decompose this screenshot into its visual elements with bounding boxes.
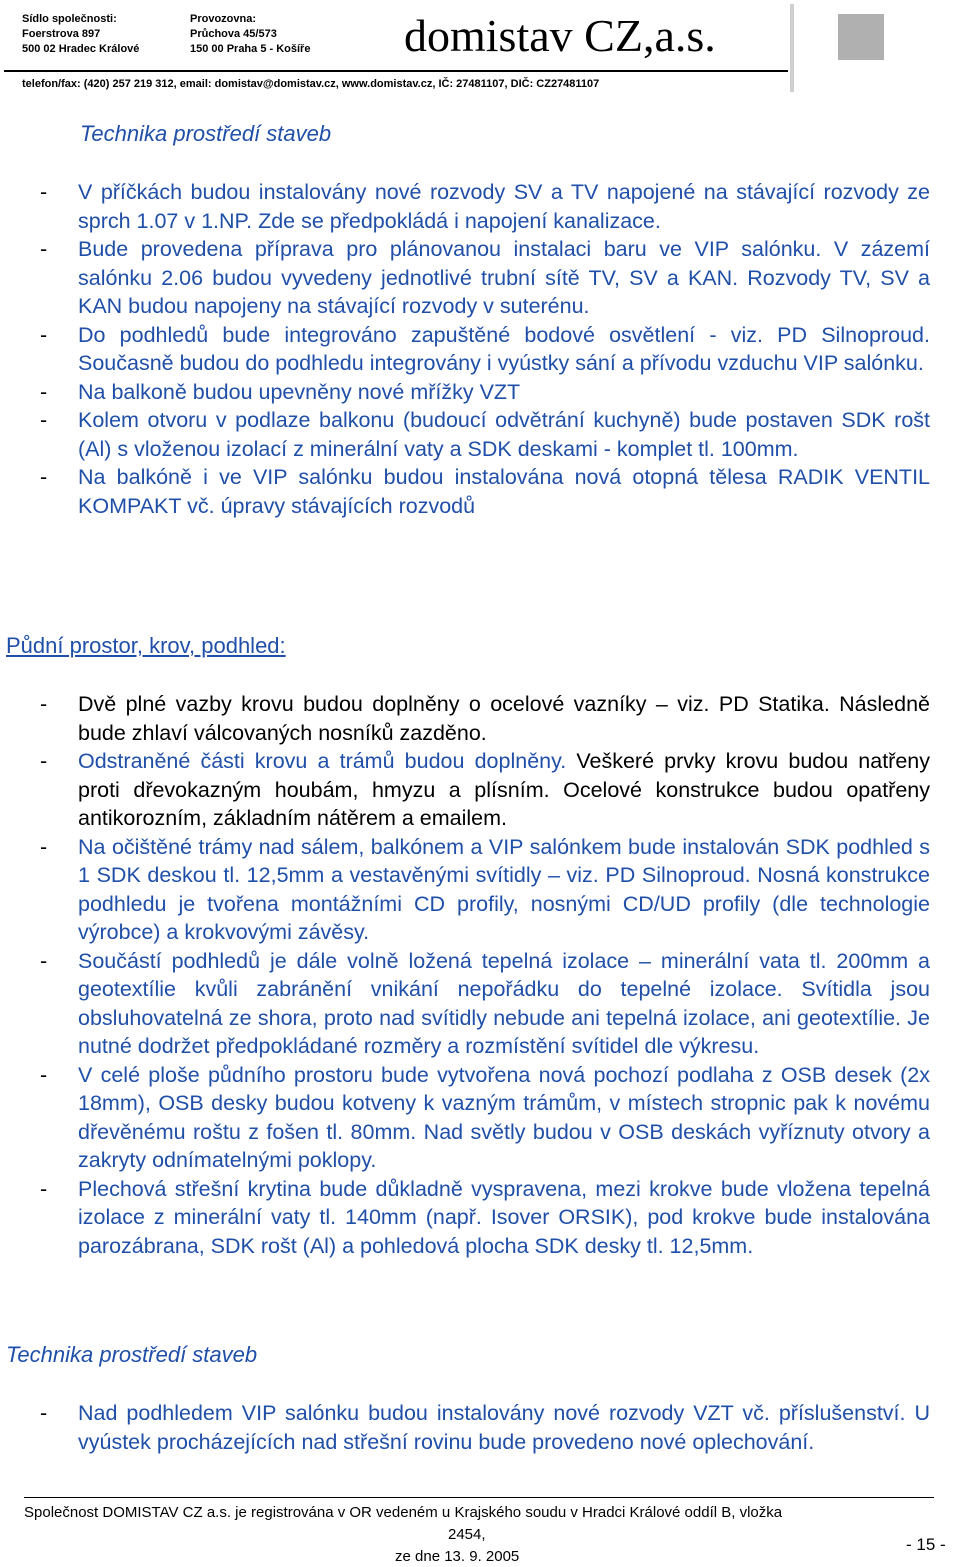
list-item [40,690,930,747]
section-title-tzb: Technika prostředí staveb [80,121,332,146]
list-item-text: Na balkóně i ve VIP salónku budou instalována nová otopná tělesa RADIK VENTIL KOMPAKT vč. úpravy stávajících rozvodů [78,465,930,518]
branch-street: Průchova 45/573 [190,28,277,40]
list-item [40,833,930,947]
branch-label: Provozovna: [190,13,257,25]
section-title-attic: Půdní prostor, krov, podhled: [6,633,286,658]
list-item [40,747,930,833]
footer-registration-number: 2454, [448,1526,486,1543]
contact-line: telefon/fax: (420) 257 219 312, email: domistav@domistav.cz, www.domistav.cz, IČ: 27481107, DIČ: CZ27481107 [22,78,600,90]
list-item [40,1175,930,1261]
list-item-text: Veškeré prvky krovu budou natřeny proti dřevokazným houbám, hmyzu a plísním. Ocelové konstrukce budou opatřeny antikorozním, základním nátěrem a emailem. [78,749,930,830]
list-item-text: Do podhledů bude integrováno zapuštěné bodové osvětlení - viz. PD Silnoproud. Současně budou do podhledu integrovány i vyústky sání a přívodu vzduchu VIP salónku. [78,322,930,375]
list-item-text: Nad podhledem VIP salónku budou instalovány nové rozvody VZT vč. příslušenství. U vyústek procházejících nad střešní rovinu bude provedeno nové oplechování. [78,1401,930,1454]
header-rule [4,70,788,72]
footer-date: ze dne 13. 9. 2005 [395,1548,520,1565]
attic-list [40,690,930,1260]
logo-vertical-bar [790,4,794,92]
list-item [40,947,930,1061]
branch-city: 150 00 Praha 5 - Košíře [190,43,311,55]
seat-label: Sídlo společnosti: [22,13,117,25]
list-item-text: Bude provedena příprava pro plánovanou instalaci baru ve VIP salónku. V zázemí salónku 2.06 budou vyvedeny jednotlivé trubní sítě TV, SV a KAN. Rozvody TV, SV a KAN budou napojeny na stávající rozvody v suterénu. [78,237,930,318]
tzb-list-2 [40,1399,930,1456]
list-item [40,178,930,235]
list-item-text: Plechová střešní krytina bude důkladně vyspravena, mezi krokve bude vložena tepelná izolace z minerální vaty tl. 140mm (např. Isover ORSIK), pod krokve bude instalována parozábrana, SDK rošt (Al) a pohledová plocha SDK desky tl. 12,5mm. [78,1176,930,1258]
list-item-text: Dvě plné vazby krovu budou doplněny o ocelové vazníky – viz. PD Statika. Následně bude zhlaví válcovaných nosníků zazděno. [78,692,930,745]
list-item [40,235,930,321]
list-item-text: Na balkoně budou upevněny nové mřížky VZT [78,379,521,404]
letterhead [0,0,960,96]
list-item-text: Kolem otvoru v podlaze balkonu (budoucí odvětrání kuchyně) bude postaven SDK rošt (Al) s vloženou izolací z minerální vaty a SDK deskami - komplet tl. 100mm. [78,408,930,461]
footer-registration: Společnost DOMISTAV CZ a.s. je registrována v OR vedeném u Krajského soudu v Hradci Králové oddíl B, vložka [24,1504,783,1521]
list-item [40,321,930,378]
seat-city: 500 02 Hradec Králové [22,43,140,55]
page-number: - 15 - [906,1535,946,1554]
list-item-text: Na očištěné trámy nad sálem, balkónem a VIP salónkem bude instalován SDK podhled s 1 SDK deskou tl. 12,5mm a vestavěnými svítidly – viz. PD Silnoproud. Nosná konstrukce podhledu je tvořena montážními CD profily, nosnými CD/UD profily (dle technologie výrobce) a krokvovými závěsy. [78,834,930,944]
list-item-text: V celé ploše půdního prostoru bude vytvořena nová pochozí podlaha z OSB desek (2x 18mm), OSB desky budou kotveny k vazným trámům, v místech stropnic pak k novému dřevěnému roštu z fošen tl. 80mm. Nad světly budou v OSB deskách vyříznuty otvory a zakryty odnímatelnými poklopy. [78,1062,930,1172]
list-item-text: V příčkách budou instalovány nové rozvody SV a TV napojené na stávající rozvody ze sprch 1.07 v 1.NP. Zde se předpokládá i napojení kanalizace. [78,180,930,233]
seat-address [22,12,139,57]
list-item [40,463,930,520]
company-logo: domistav CZ,a.s. [404,10,716,61]
footer-rule [24,1497,934,1498]
logo-square-icon [838,14,884,60]
list-item [40,1399,930,1456]
section-title-tzb-2: Technika prostředí staveb [6,1342,258,1367]
list-item [40,378,930,407]
list-item [40,1061,930,1175]
seat-street: Foerstrova 897 [22,28,101,40]
branch-address [190,12,310,57]
list-item [40,406,930,463]
list-item-text: Odstraněné části krovu a trámů budou doplněny. [78,749,577,773]
tzb-list [40,178,930,520]
list-item-text: Součástí podhledů je dále volně ložená tepelná izolace – minerální vata tl. 200mm a geotextílie kvůli zabránění vnikání nepořádku do tepelné izolace. Svítidla jsou obsluhovatelná ze shora, proto nad svítidly nebude ani tepelná izolace, ani geotextílie. Je nutné dodržet předpokládané rozměry a rozmístění svítidel dle výkresu. [78,948,930,1058]
